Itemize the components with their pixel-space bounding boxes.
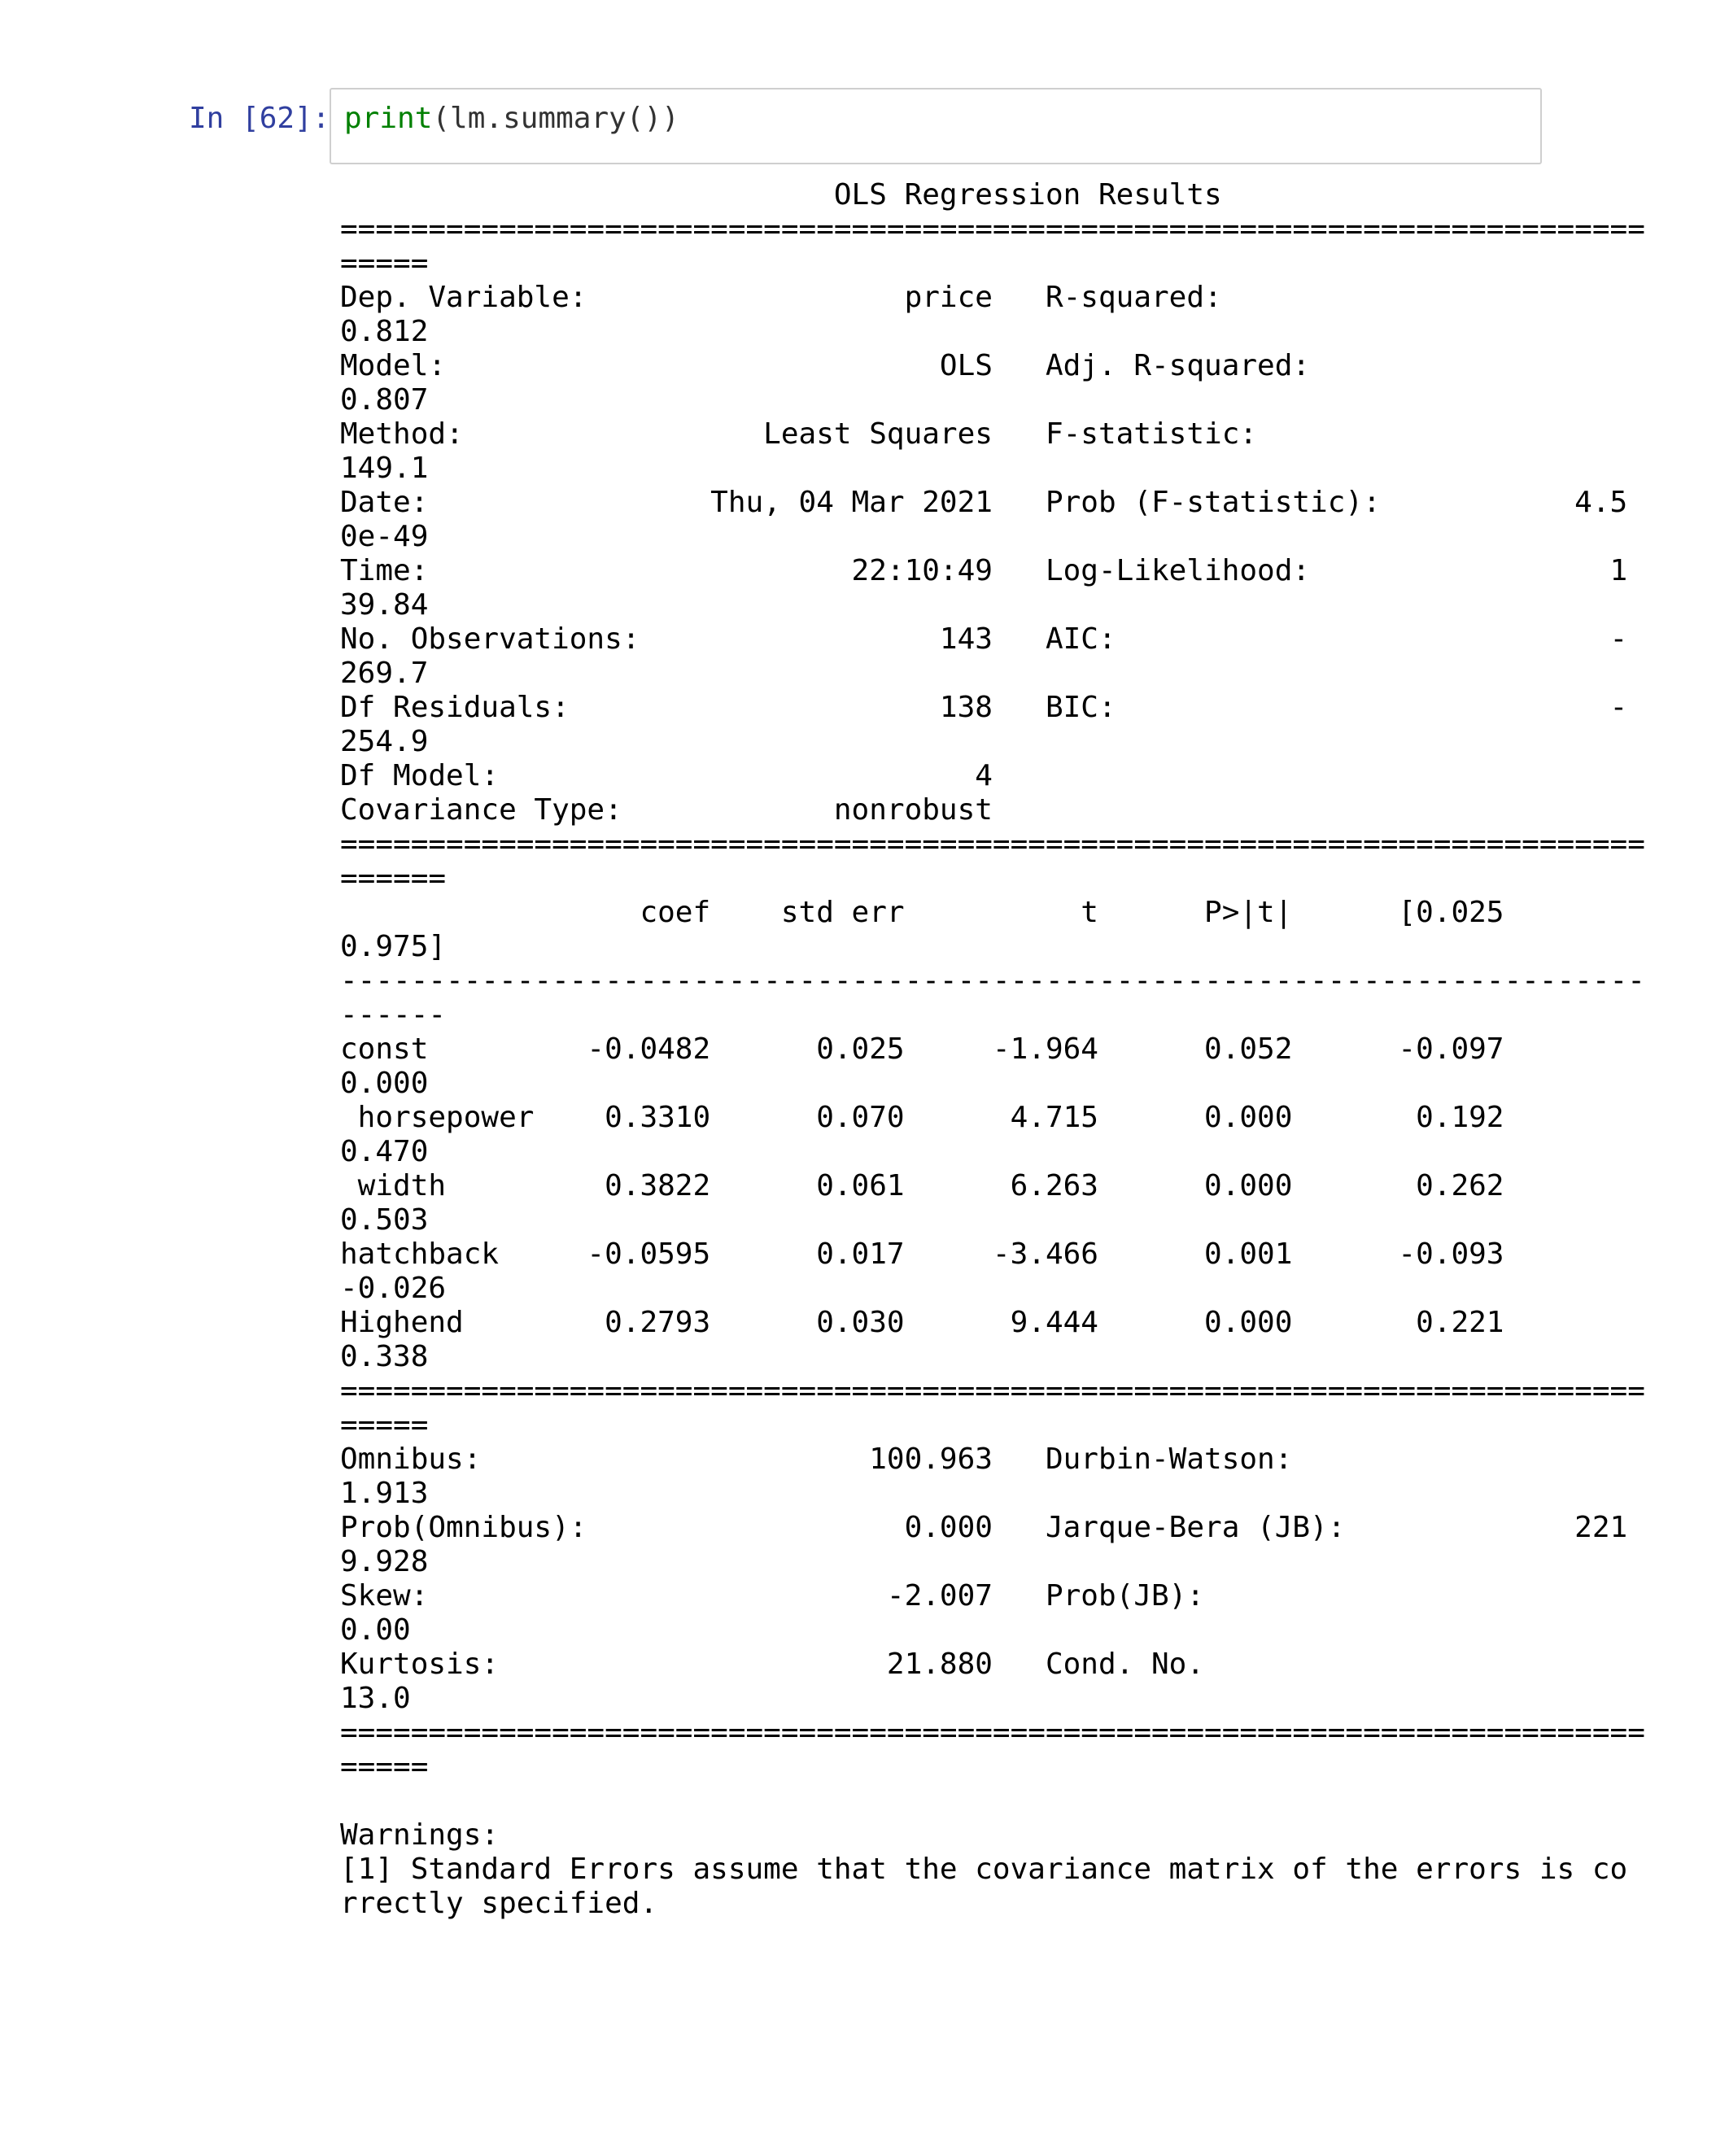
output-line: --------------------------------------------------------------------------: [340, 964, 1645, 997]
output-line: const -0.0482 0.025 -1.964 0.052 -0.097: [340, 1032, 1610, 1066]
code-call: (lm.summary()): [432, 102, 679, 135]
output-line: 0.975]: [340, 930, 447, 963]
output-line: Method: Least Squares F-statistic:: [340, 417, 1628, 451]
output-line: 0.00: [340, 1613, 411, 1647]
output-line: ==========================================================================: [340, 827, 1645, 861]
output-line: =====: [340, 1408, 429, 1442]
output-line: 9.928: [340, 1545, 429, 1578]
output-line: [340, 1784, 1536, 1818]
output-line: Time: 22:10:49 Log-Likelihood: 1: [340, 554, 1628, 587]
output-line: coef std err t P>|t| [0.025: [340, 896, 1610, 929]
output-line: =====: [340, 1750, 429, 1783]
output-line: 269.7: [340, 657, 429, 690]
output-line: Prob(Omnibus): 0.000 Jarque-Bera (JB): 221: [340, 1511, 1628, 1544]
output-line: Dep. Variable: price R-squared:: [340, 281, 1628, 314]
output-line: 39.84: [340, 588, 429, 622]
output-line: OLS Regression Results: [340, 178, 1716, 212]
output-line: 0.338: [340, 1340, 429, 1373]
output-line: Df Residuals: 138 BIC: -: [340, 691, 1628, 724]
output-line: ==========================================================================: [340, 1716, 1645, 1749]
output-line: Covariance Type: nonrobust: [340, 793, 1716, 827]
output-line: 254.9: [340, 725, 429, 758]
output-line: 1.913: [340, 1477, 429, 1510]
output-line: -0.026: [340, 1272, 447, 1305]
output-line: Omnibus: 100.963 Durbin-Watson:: [340, 1442, 1628, 1476]
input-prompt: In [62]:: [189, 102, 330, 135]
output-line: Df Model: 4: [340, 759, 1716, 792]
output-line: rrectly specified.: [340, 1887, 658, 1920]
output-line: 0.807: [340, 383, 429, 417]
output-line: 0.470: [340, 1135, 429, 1168]
output-line: ==========================================================================: [340, 212, 1645, 246]
output-line: Highend 0.2793 0.030 9.444 0.000 0.221: [340, 1306, 1610, 1339]
output-line: ==========================================================================: [340, 1374, 1645, 1408]
output-line: width 0.3822 0.061 6.263 0.000 0.262: [340, 1169, 1610, 1202]
output-line: [1] Standard Errors assume that the covariance matrix of the errors is co: [340, 1853, 1628, 1886]
code-cell-input[interactable]: [330, 88, 1542, 164]
output-line: hatchback -0.0595 0.017 -3.466 0.001 -0.093: [340, 1237, 1592, 1271]
output-line: 149.1: [340, 452, 429, 485]
output-line: =====: [340, 247, 429, 280]
code-builtin-print: print: [344, 102, 433, 135]
output-line: 0.000: [340, 1067, 429, 1100]
output-line: 0.812: [340, 315, 429, 348]
output-line: Warnings:: [340, 1818, 500, 1852]
output-line: Kurtosis: 21.880 Cond. No.: [340, 1648, 1628, 1681]
output-line: Skew: -2.007 Prob(JB):: [340, 1579, 1628, 1613]
output-line: No. Observations: 143 AIC: -: [340, 622, 1628, 656]
output-line: ------: [340, 998, 447, 1032]
output-line: 13.0: [340, 1682, 411, 1715]
code-line: [344, 101, 679, 137]
output-line: 0e-49: [340, 520, 429, 553]
output-line: 0.503: [340, 1203, 429, 1237]
output-line: horsepower 0.3310 0.070 4.715 0.000 0.192: [340, 1101, 1610, 1134]
cell-output: [340, 178, 1716, 1921]
output-line: ======: [340, 862, 447, 895]
output-line: Model: OLS Adj. R-squared:: [340, 349, 1628, 382]
output-line: Date: Thu, 04 Mar 2021 Prob (F-statistic): 4.5: [340, 486, 1628, 519]
